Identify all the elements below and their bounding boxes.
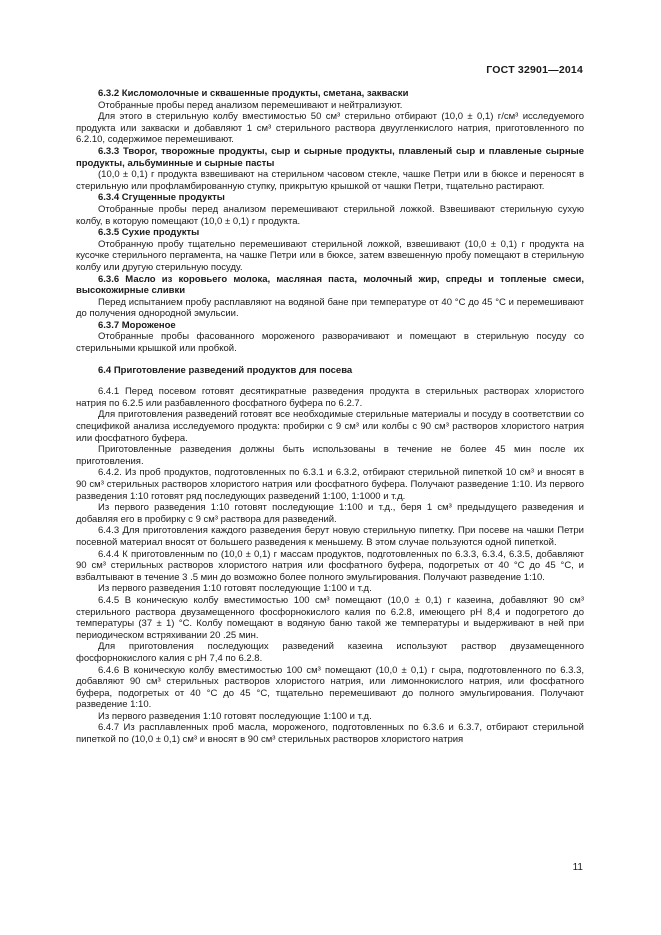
section-heading: 6.3.4 Сгущенные продукты bbox=[98, 192, 225, 204]
page-number: 11 bbox=[572, 862, 583, 873]
body-paragraph: Отобранную пробу тщательно перемешивают стерильной ложкой, взвешивают (10,0 ± 0,1) г продукта на кусочке стерильного пергамента, на чашке Петри или в бюксе, затем взвешенную пробу помещают в стерильную колбу или другую стерильную посуду. bbox=[76, 238, 584, 273]
body-paragraph: 6.4.7 Из расплавленных проб масла, мороженого, подготовленных по 6.3.6 и 6.3.7, отбирают стерильной пипеткой по (10,0 ± 0,1) см³ и вносят в 90 см³ стерильных растворов хлористого натрия bbox=[76, 722, 584, 746]
body-paragraph: 6.4.2. Из проб продуктов, подготовленных по 6.3.1 и 6.3.2, отбирают стерильной пипеткой 10 см³ и вносят в 90 см³ стерильных растворов хлористого натрия или фосфатного буфера. Получают разведение 1:10. Из первого разведения 1:10 готовят ряд последующих разведений 1:100, 1:1000 и т.д. bbox=[76, 467, 584, 502]
body-paragraph: Из первого разведения 1:10 готовят последующие 1:100 и т.д. bbox=[98, 710, 372, 722]
section-heading: 6.3.6 Масло из коровьего молока, масляная паста, молочный жир, спреды и топленые смеси, высокожирные сливки bbox=[76, 273, 584, 297]
body-paragraph: (10,0 ± 0,1) г продукта взвешивают на стерильном часовом стекле, чашке Петри или в бюксе и переносят в стерильную или профламбированную ступку, прикрытую крышкой от чашки Петри, тщательно растирают. bbox=[76, 169, 584, 192]
body-paragraph: 6.4.4 К приготовленным по (10,0 ± 0,1) г массам продуктов, подготовленных по 6.3.3, 6.3.4, 6.3.5, добавляют 90 см³ стерильных растворов хлористого натрия или фосфатного буфера, подогретых от 40 °С до 45 °С, и взбалтывают в течение 3 .5 мин до возможно более полного эмульгирования. Получают разведение 1:10. bbox=[76, 548, 584, 583]
body-paragraph: Приготовленные разведения должны быть использованы в течение не более 45 мин после их приготовления. bbox=[76, 444, 584, 467]
section-heading: 6.3.5 Сухие продукты bbox=[98, 227, 200, 239]
section-heading: 6.3.3 Творог, творожные продукты, сыр и сырные продукты, плавленый сыр и плавленые сырные продукты, альбуминные и сырные пасты bbox=[76, 145, 584, 169]
body-paragraph: 6.4.6 В коническую колбу вместимостью 100 см³ помещают (10,0 ± 0,1) г сыра, подготовленного по 6.3.3, добавляют 90 см³ стерильных растворов хлористого натрия, или лимоннокислого натрия, или фосфатного буфера, подогретых от 40 °С до 45 °С, тщательно перемешивают до полного эмульгирования. Получают разведение 1:10. bbox=[76, 664, 584, 711]
body-paragraph: Отобранные пробы перед анализом перемешивают и нейтрализуют. bbox=[98, 99, 403, 111]
body-paragraph: 6.4.1 Перед посевом готовят десятикратные разведения продукта в стерильных растворах хлористого натрия по 6.2.5 или разбавленного фосфатного буфера по 6.2.7. bbox=[76, 386, 584, 409]
body-paragraph: Отобранные пробы перед анализом перемешивают стерильной ложкой. Взвешивают стерильную сухую колбу, в которую помещают (10,0 ± 0,1) г продукта. bbox=[76, 203, 584, 227]
body-paragraph: Отобранные пробы фасованного мороженого разворачивают и помещают в стерильную посуду со стерильными крышкой или пробкой. bbox=[76, 331, 584, 355]
body-paragraph: Для приготовления разведений готовят все необходимые стерильные материалы и посуду в соответствии со спецификой анализа исследуемого продукта: пробирки с 9 см³ или колбы с 90 см³ растворов хлористого натрия или фосфатного буфера. bbox=[76, 409, 584, 444]
section-heading: 6.3.7 Мороженое bbox=[98, 319, 176, 331]
body-paragraph: 6.4.5 В коническую колбу вместимостью 100 см³ помещают (10,0 ± 0,1) г казеина, добавляют 90 см³ стерильного раствора двузамещенного фосфорнокислого калия по 6.2.8, имеющего рН 8,4 и подогретого до температуры (37 ± 1) °С. Колбу помещают в водяную баню такой же температуры и выдерживают в ней при периодическом встряхивании 20 .25 мин. bbox=[76, 594, 584, 641]
body-paragraph: Из первого разведения 1:10 готовят последующие 1:100 и т.д., беря 1 см³ предыдущего разведения и добавляя его в пробирку с 9 см³ раствора для разведений. bbox=[76, 502, 584, 525]
body-paragraph: Для приготовления последующих разведений казеина используют раствор двузамещенного фосфорнокислого калия с рН 7,4 по 6.2.8. bbox=[76, 641, 584, 664]
chapter-heading: 6.4 Приготовление разведений продуктов для посева bbox=[98, 364, 353, 376]
standard-number: ГОСТ 32901—2014 bbox=[486, 64, 583, 76]
section-heading: 6.3.2 Кисломолочные и сквашенные продукты, сметана, закваски bbox=[98, 88, 409, 99]
body-paragraph: Из первого разведения 1:10 готовят последующие 1:100 и т.д. bbox=[98, 583, 372, 595]
body-paragraph: 6.4.3 Для приготовления каждого разведения берут новую стерильную пипетку. При посеве на чашки Петри посевной материал вносят от большего разведения к меньшему. В этом случае пользуются одной пипеткой. bbox=[76, 525, 584, 548]
body-paragraph: Перед испытанием пробу расплавляют на водяной бане при температуре от 40 °С до 45 °С и перемешивают до получения однородной эмульсии. bbox=[76, 296, 584, 320]
body-paragraph: Для этого в стерильную колбу вместимостью 50 см³ стерильно отбирают (10,0 ± 0,1) г/см³ исследуемого продукта или закваски и добавляют 1 см³ стерильного раствора двуугленкислого натрия, приготовленного по 6.2.10, содержимое перемешивают. bbox=[76, 111, 584, 146]
document-body bbox=[76, 88, 584, 746]
